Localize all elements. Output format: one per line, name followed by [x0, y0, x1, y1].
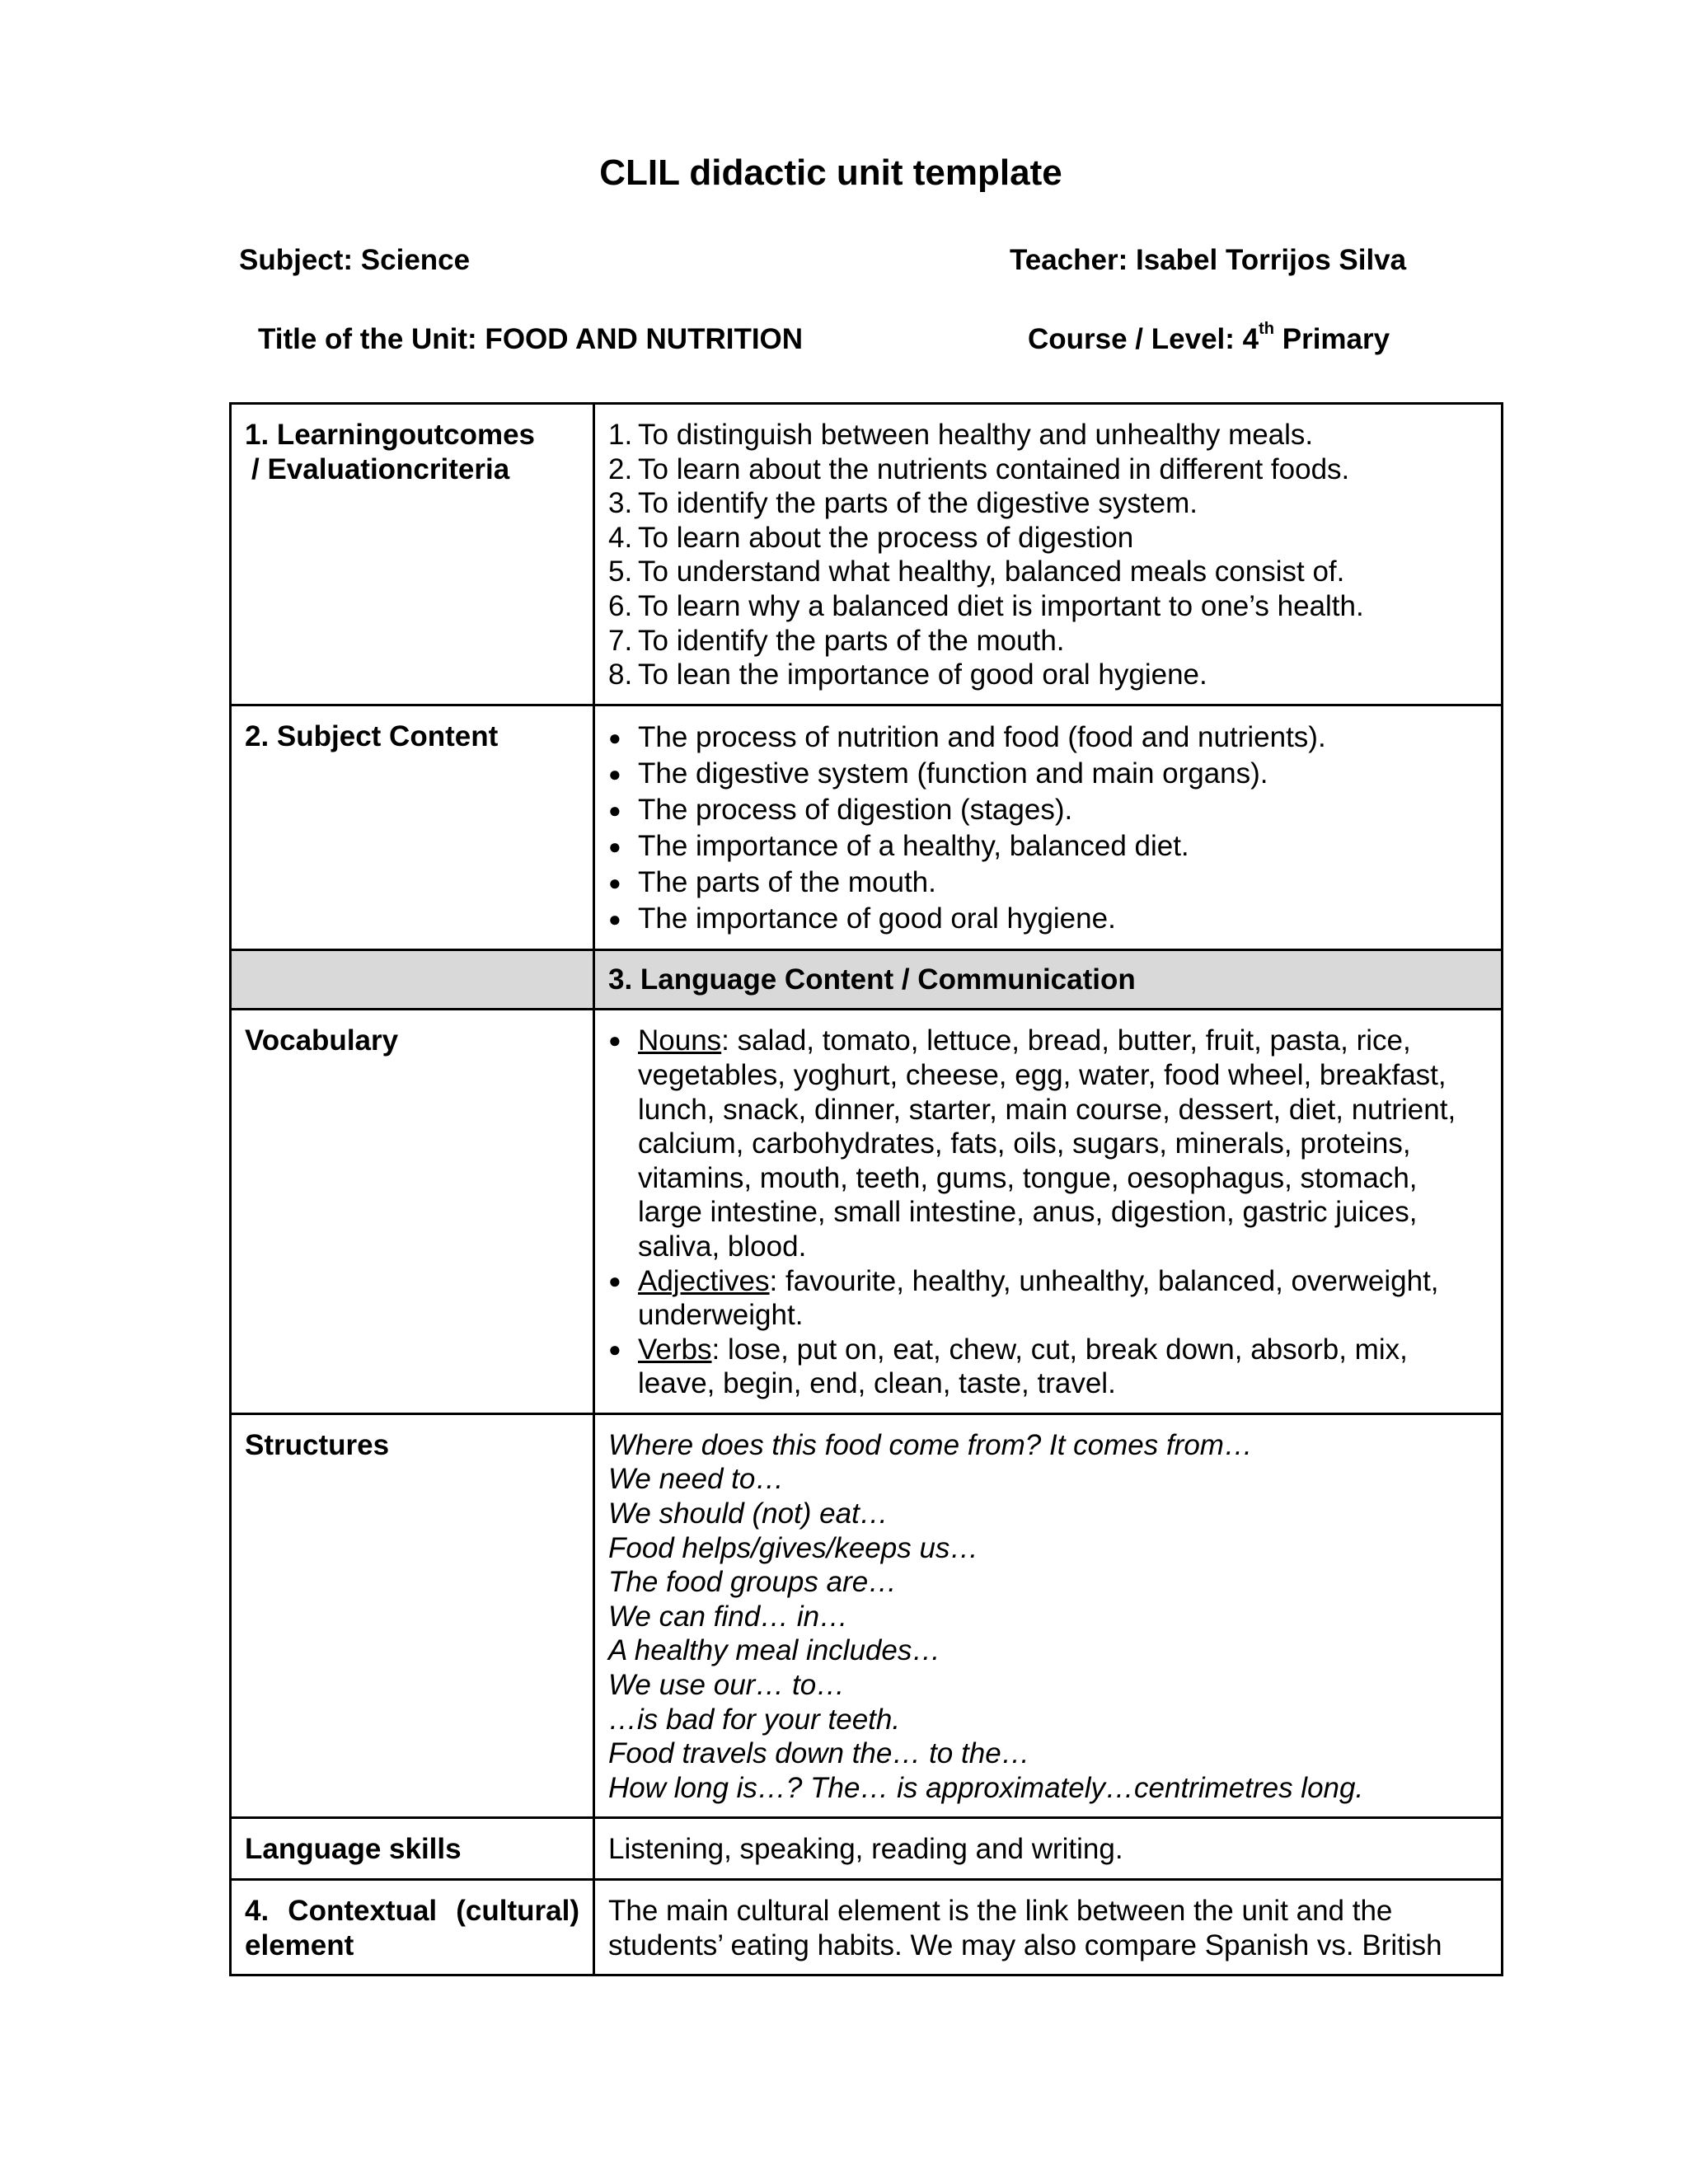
bullet-icon: ●: [608, 1336, 621, 1361]
list-item-text: The process of nutrition and food (food and nutrients).: [638, 720, 1326, 753]
list-item: 2. To learn about the nutrients contained in different foods.: [608, 452, 1350, 485]
list-item: [608, 719, 1488, 756]
bullet-icon: ●: [608, 906, 621, 931]
list-item: [608, 1333, 1488, 1401]
contextual-text-line1: The main cultural element is the link between the unit and the: [608, 1895, 1393, 1927]
bullet-icon: ●: [608, 724, 621, 750]
contextual-content: [594, 1880, 1503, 1975]
nouns-label: Nouns: [638, 1024, 722, 1057]
language-skills-content: Listening, speaking, reading and writing.: [594, 1818, 1503, 1880]
list-item-text: The importance of good oral hygiene.: [638, 902, 1116, 935]
unit-table: [229, 402, 1503, 1976]
language-skills-row: [231, 1818, 1503, 1880]
list-item: [608, 792, 1488, 828]
list-item: 6. To learn why a balanced diet is important to one’s health.: [608, 589, 1364, 622]
contextual-label: [231, 1880, 594, 1975]
structure-line: We need to…: [608, 1463, 785, 1496]
unit-title-field: Title of the Unit: FOOD AND NUTRITION: [258, 323, 804, 355]
bullet-icon: ●: [608, 1028, 621, 1053]
course-level-superscript: th: [1259, 320, 1274, 338]
verbs-text: : lose, put on, eat, chew, cut, break down, absorb, mix, leave, begin, end, clean, taste, travel.: [638, 1333, 1408, 1400]
structure-line: We can find… in…: [608, 1600, 849, 1633]
list-item-text: To lean the importance of good oral hygiene.: [638, 658, 1207, 691]
structures-label: Structures: [231, 1413, 594, 1818]
learning-outcomes-label-line2: / Evaluationcriteria: [251, 452, 510, 485]
list-item: [608, 828, 1488, 865]
bullet-icon: ●: [608, 833, 621, 859]
course-level-field: [1028, 320, 1390, 359]
course-level-suffix: Primary: [1274, 323, 1390, 355]
contextual-row: [231, 1880, 1503, 1975]
list-item: [608, 1024, 1488, 1263]
structure-line: A healthy meal includes…: [608, 1634, 941, 1667]
adjectives-text: : favourite, healthy, unhealthy, balanced, overweight, underweight.: [638, 1264, 1439, 1332]
subject-content-label: 2. Subject Content: [231, 705, 594, 949]
list-item: 3. To identify the parts of the digestive system.: [608, 487, 1198, 520]
bullet-icon: ●: [608, 869, 621, 895]
list-item: 5. To understand what healthy, balanced meals consist of.: [608, 555, 1345, 588]
list-item-text: [638, 1024, 1488, 1263]
structure-line: The food groups are…: [608, 1566, 898, 1599]
list-item-text: To learn about the process of digestion: [638, 521, 1134, 554]
language-content-empty-cell: [231, 949, 594, 1010]
structure-line: We should (not) eat…: [608, 1497, 889, 1530]
list-item: [608, 1264, 1488, 1333]
language-skills-label: Language skills: [231, 1818, 594, 1880]
learning-outcomes-label: [231, 404, 594, 705]
bullet-icon: ●: [608, 797, 621, 823]
subject-content-content: [594, 705, 1503, 949]
list-item-text: The importance of a healthy, balanced diet.: [638, 829, 1189, 862]
list-item: 4. To learn about the process of digestion: [608, 521, 1134, 554]
list-item-text: [638, 1333, 1488, 1401]
list-item: [608, 756, 1488, 792]
subject-field: Subject: Science: [239, 244, 471, 276]
course-level-prefix: Course / Level: 4: [1028, 323, 1259, 355]
list-item-text: To identify the parts of the digestive system.: [638, 487, 1198, 520]
list-item-text: The digestive system (function and main organs).: [638, 757, 1268, 790]
learning-outcomes-row: [231, 404, 1503, 705]
list-item-text: To distinguish between healthy and unhealthy meals.: [638, 419, 1314, 451]
vocabulary-content: [594, 1010, 1503, 1414]
structure-line: Food helps/gives/keeps us…: [608, 1531, 979, 1564]
list-item-text: [638, 1264, 1488, 1333]
page-title: CLIL didactic unit template: [599, 152, 1062, 193]
structure-line: Where does this food come from? It comes from…: [608, 1428, 1253, 1461]
list-item-text: To learn why a balanced diet is important to one’s health.: [638, 589, 1364, 622]
nouns-text: : salad, tomato, lettuce, bread, butter, fruit, pasta, rice, vegetables, yoghurt, cheese, egg, water, food wheel, breakfast, lunch, snack, dinner, starter, main course, dessert, diet, nutrient, calcium, carbohydrates, fats, oils, sugars, minerals, proteins, vitamins, mouth, teeth, gums, tongue, oesophagus, stomach, large intestine, small intestine, anus, digestion, gastric juices, saliva, blood.: [638, 1024, 1456, 1263]
list-item-text: The process of digestion (stages).: [638, 793, 1073, 826]
bullet-icon: ●: [608, 761, 621, 786]
vocabulary-list: [608, 1024, 1488, 1401]
list-item: [608, 865, 1488, 901]
learning-outcomes-label-line1: 1. Learningoutcomes: [245, 419, 536, 451]
subject-content-list: [608, 719, 1488, 937]
structures-content: [594, 1413, 1503, 1818]
structure-line: …is bad for your teeth.: [608, 1703, 901, 1736]
structure-line: Food travels down the… to the…: [608, 1737, 1030, 1770]
structures-row: [231, 1413, 1503, 1818]
contextual-text-line2: students’ eating habits. We may also compare Spanish vs. British: [608, 1929, 1442, 1961]
contextual-label-line1: 4. Contextual (cultural): [245, 1895, 579, 1927]
teacher-field: Teacher: Isabel Torrijos Silva: [1010, 244, 1407, 276]
list-item: 8. To lean the importance of good oral hygiene.: [608, 658, 1207, 691]
structure-line: How long is…? The… is approximately…centrimetres long.: [608, 1771, 1364, 1804]
vocabulary-label: Vocabulary: [231, 1010, 594, 1414]
verbs-label: Verbs: [638, 1333, 712, 1366]
list-item: 1. To distinguish between healthy and unhealthy meals.: [608, 419, 1314, 451]
language-content-heading: 3. Language Content / Communication: [594, 949, 1503, 1010]
structure-line: We use our… to…: [608, 1669, 846, 1702]
list-item-text: To learn about the nutrients contained in different foods.: [638, 452, 1350, 485]
list-item-text: To identify the parts of the mouth.: [638, 624, 1065, 657]
list-item-text: To understand what healthy, balanced meals consist of.: [638, 555, 1345, 588]
language-content-header-row: [231, 949, 1503, 1010]
list-item: [608, 901, 1488, 937]
contextual-label-line2: element: [245, 1929, 354, 1961]
subject-content-row: [231, 705, 1503, 949]
adjectives-label: Adjectives: [638, 1264, 770, 1297]
bullet-icon: ●: [608, 1268, 621, 1293]
list-item: 7. To identify the parts of the mouth.: [608, 624, 1065, 657]
learning-outcomes-content: [594, 404, 1503, 705]
list-item-text: The parts of the mouth.: [638, 865, 936, 898]
vocabulary-row: [231, 1010, 1503, 1414]
learning-outcomes-list: [608, 418, 1488, 692]
